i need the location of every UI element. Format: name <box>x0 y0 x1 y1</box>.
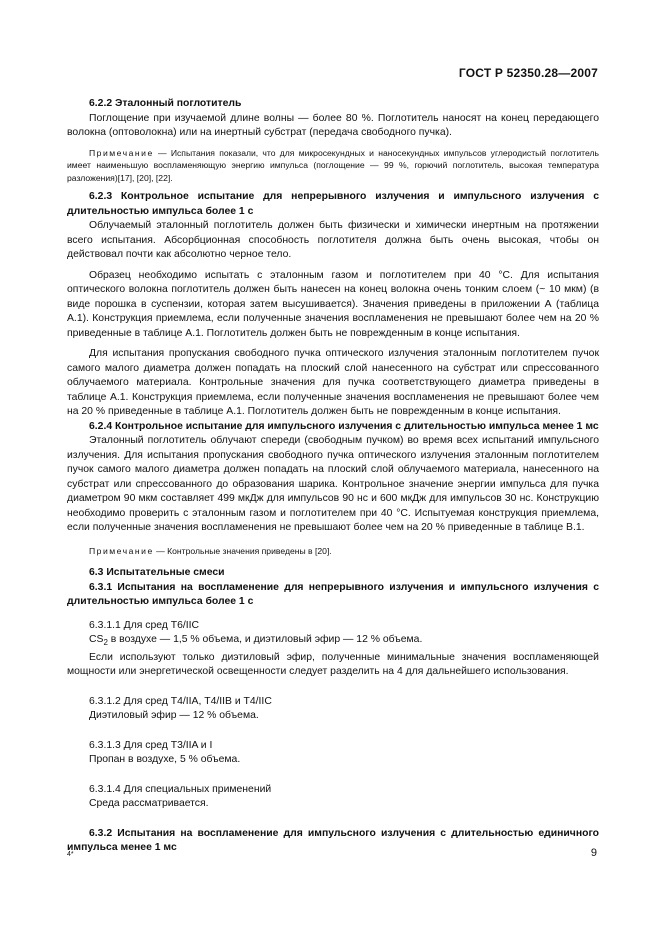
paragraph: Пропан в воздухе, 5 % объема. <box>89 754 241 766</box>
paragraph <box>67 633 599 651</box>
note-label: Примечание <box>89 545 154 556</box>
note <box>67 147 599 185</box>
paragraph: Эталонный поглотитель облучают спереди (свободным пучком) во время всех испытаний импульсного излучения. Для испытания пропускания свободного пучка оптического излучения эталонным поглотителем пучок самого малого диаметра должен попадать на плоский слой облучаемого материала, нанесенного на субстрат или спрессованного до образования шарика. Контрольное значение энергии импульса для пучка диаметром 90 мкм составляет 499 мкДж для импульсов 90 нс и 600 мкДж для импульсов 30 нс. Конструкцию необходимо проверить с эталонным газом и поглотителем при 40 °С. Испытуемая конструкция приемлема, если полученные значения воспламенения не превышают более чем на 20 % приведенные в таблице В.1. <box>67 435 599 533</box>
standard-number: ГОСТ Р 52350.28—2007 <box>458 66 598 80</box>
section-title-6-2-3: 6.2.3 Контрольное испытание для непрерывного излучения и импульсного излучения с длительностью импульса более 1 с <box>67 191 599 217</box>
paragraph: Если используют только диэтиловый эфир, полученные минимальные значения воспламеняющей мощности или энергетической освещенности следует разделить на 4 для дальнейшего использования. <box>67 651 599 678</box>
paragraph: Диэтиловый эфир — 12 % объема. <box>89 710 259 722</box>
cs-formula: CS <box>89 634 104 645</box>
note-text: — Контрольные значения приведены в [20]. <box>153 545 332 556</box>
paragraph: Среда рассматривается. <box>89 798 209 810</box>
document-body <box>67 97 599 856</box>
subsection-title-6-3-1-1: 6.3.1.1 Для сред Т6/IIC <box>89 619 200 631</box>
subsection-title-6-3-1-3: 6.3.1.3 Для сред Т3/IIA и I <box>89 739 213 751</box>
section-title-6-2-4: 6.2.4 Контрольное испытание для импульсного излучения с длительностью импульса менее 1 мс <box>89 420 599 432</box>
section-title-6-3: 6.3 Испытательные смеси <box>89 567 225 578</box>
section-title-6-3-2: 6.3.2 Испытания на воспламенение для импульсного излучения с длительностью единичного импульса менее 1 мс <box>67 827 599 854</box>
section-title-6-2-2: 6.2.2 Эталонный поглотитель <box>89 98 242 109</box>
note-label: Примечание <box>89 147 154 158</box>
note <box>67 545 599 558</box>
paragraph: Поглощение при изучаемой длине волны — более 80 %. Поглотитель наносят на конец передающего волокна (оптоволокна) или на инертный субстрат (передача свободного пучка). <box>67 112 599 138</box>
note-text: — Испытания показали, что для микросекундных и наносекундных импульсов углеродистый поглотитель имеет наименьшую воспламеняющую энергию импульса (поглощение — 99 %, горючий поглотитель, высокая температура разложения)[17], [20], [22]. <box>67 147 599 183</box>
section-title-6-3-1: 6.3.1 Испытания на воспламенение для непрерывного излучения и импульсного излучения с длительностью импульса более 1 с <box>67 581 599 607</box>
page-number: 9 <box>590 847 597 859</box>
cs-subscript: 2 <box>103 638 108 648</box>
paragraph: Образец необходимо испытать с эталонным газом и поглотителем при 40 °С. Для испытания оптического волокна поглотитель должен быть нанесен на конец волокна очень тонким слоем (~ 10 мкм) (в виде порошка в суспензии, которая затем высушивается). Значения приведены в приложении А (таблица А.1). Конструкция приемлема, если полученные значения воспламенения не превышают более чем на 20 % приведенные в таблице А.1. Поглотитель должен быть не поврежденным в конце испытания. <box>67 269 599 339</box>
paragraph-text: в воздухе — 1,5 % объема, и диэтиловый эфир — 12 % объема. <box>107 634 423 645</box>
footer-sheet-mark: 4* <box>67 851 74 858</box>
subsection-title-6-3-1-4: 6.3.1.4 Для специальных применений <box>89 783 272 795</box>
paragraph: Для испытания пропускания свободного пучка оптического излучения эталонным поглотителем пучок самого малого диаметра должен попадать на плоский слой нанесенного на субстрат или спрессованного облучаемого материала. Контрольные значения для пучка соответствующего диаметра приведены в таблице А.1. Конструкция приемлема, если полученные значения воспламенения не превышают более чем на 20 % приведенные в таблице А.1. Поглотитель должен быть не поврежденным в конце испытания. <box>67 348 599 417</box>
paragraph: Облучаемый эталонный поглотитель должен быть физически и химически инертным на протяжении всего испытания. Абсорбционная способность поглотителя должна быть очень высокая, чтобы он действовал почти как абсолютно черное тело. <box>67 220 599 260</box>
subsection-title-6-3-1-2: 6.3.1.2 Для сред Т4/IIA, Т4/IIB и Т4/IIC <box>89 695 272 707</box>
